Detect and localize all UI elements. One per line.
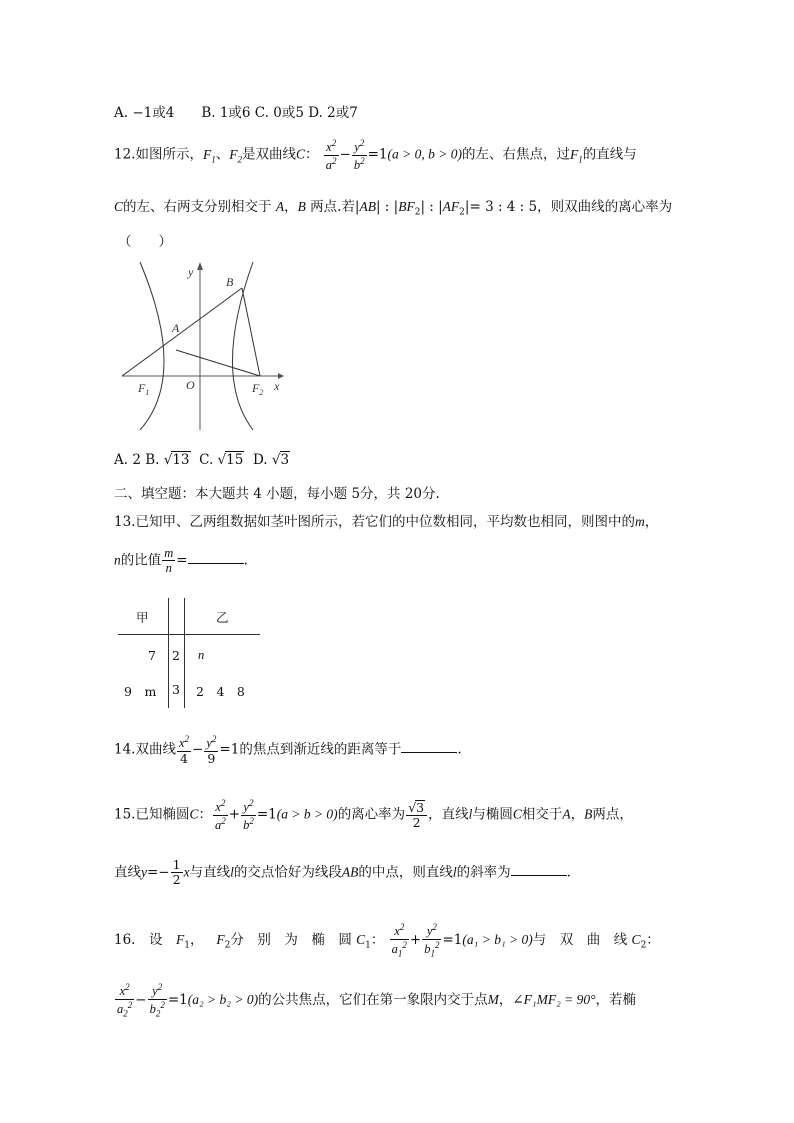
frac-y2-b2: $\frac{y^2}{b^2}$ xyxy=(353,138,365,172)
label-O: O xyxy=(186,378,195,392)
q16-line2: $\frac{x^2}{a_2^2}$ − $\frac{y^2}{b_2^2}$ =1(a₂ > b₂ > 0)的公共焦点，它们在第一象限内交于点M，∠F₁MF₂ = 90°，若椭 xyxy=(117,982,637,1019)
label-F2: $F_2$ xyxy=(252,381,264,397)
q13-line1: 13.已知甲、乙两组数据如茎叶图所示，若它们的中位数相同，平均数也相同，则图中的m， xyxy=(114,514,659,530)
stem-leaf-plot: 甲 乙 7 2 n 9 m 3 2 4 8 xyxy=(118,598,260,708)
label-B: B xyxy=(226,275,234,289)
label-F1: $F_1$ xyxy=(138,381,150,397)
label-A: A xyxy=(172,321,180,335)
frac-x2-a2: $\frac{x^2}{a^2}$ xyxy=(325,138,337,172)
q12-paren: （ ） xyxy=(118,234,172,250)
q14: 14.双曲线 $\frac{x^2}{4}$ − $\frac{y^2}{9}$ =1的焦点到渐近线的距离等于 . xyxy=(114,734,462,766)
q12-line1: 12.如图所示，$F_1$、$F_2$是双曲线C： $\frac{x^2}{a^2}$ − $\frac{y^2}{b^2}$ =1(a > 0, b > 0)的左、右焦点，过$F_1$的直线与 xyxy=(114,138,637,172)
section2-heading: 二、填空题：本大题共 4 小题，每小题 5分，共 20分. xyxy=(114,486,440,502)
q12-options: A. 2 B. √13 C. √15 D. √3 xyxy=(114,452,290,468)
q11-options: A. −1或4 B. 1或6 C. 0或5 D. 2或7 xyxy=(114,105,358,121)
q15-line1: 15.已知椭圆C： $\frac{x^2}{a^2}$ + $\frac{y^2}{b^2}$ =1(a > b > 0)的离心率为 $\frac{√3}{2}$ ，直线l与椭圆C相交于A，B两点， xyxy=(114,798,633,832)
hyperbola-figure xyxy=(118,258,288,433)
q15-line2: 直线y=− $\frac{1}{2}$ x与直线l的交点恰好为线段AB的中点，则直线l的斜率为 . xyxy=(114,857,571,888)
q13-line2: n的比值 $\frac{m}{n}$ = . xyxy=(114,546,248,576)
label-x: x xyxy=(274,379,280,393)
q16-line1: 16. 设 $F_1$， $F_2$分 别 为 椭 圆 $C_1$： $\frac{x^2}{a_1^2}$ + $\frac{y^2}{b_1^2}$ =1(a₁ > b₁ > 0)与 双 曲 线 $C_2$： xyxy=(114,922,660,959)
label-y: y xyxy=(188,265,194,279)
q12-line2: C的左、右两支分别相交于 A，B 两点.若|AB| : $|BF_2|$ : $|AF_2|= 3$ : 4 : 5，则双曲线的离心率为 xyxy=(114,199,673,218)
